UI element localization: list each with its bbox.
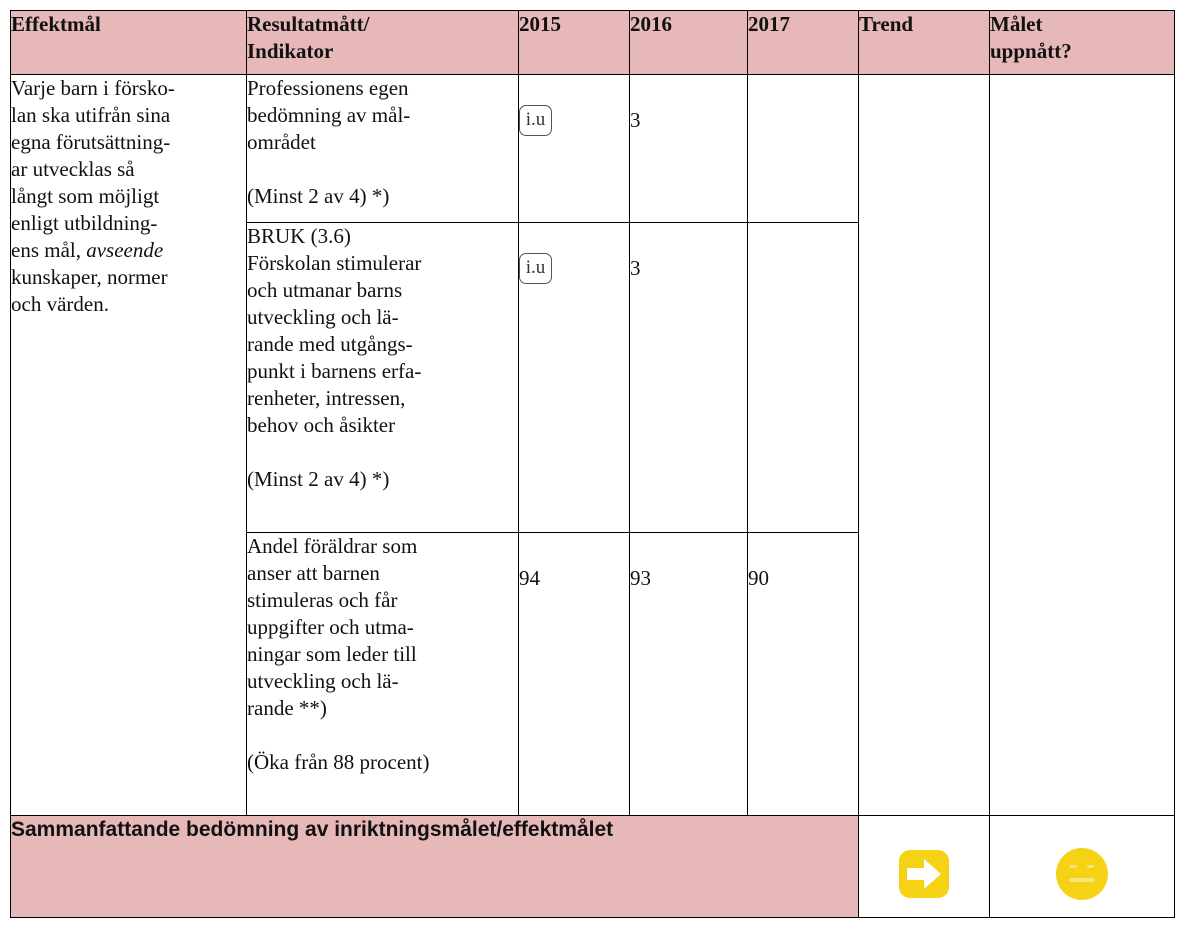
summary-label: Sammanfattande bedömning av inriktningsmålet/effektmålet xyxy=(11,816,859,918)
indicator-cell: Professionens egen bedömning av mål- området (Minst 2 av 4) *) xyxy=(247,75,519,223)
summary-trend-cell xyxy=(859,816,990,918)
not-available-badge: i.u xyxy=(519,253,552,284)
summary-achieved-cell xyxy=(990,816,1175,918)
table-row xyxy=(11,75,1175,223)
value-2017-cell xyxy=(748,533,859,816)
header-uppnatt: Målet uppnått? xyxy=(990,11,1175,75)
value-2015-cell xyxy=(519,75,630,223)
value-2016-cell xyxy=(630,75,748,223)
right-arrow-icon xyxy=(897,848,951,900)
effect-goal-emphasis: avseende xyxy=(86,238,164,262)
neutral-face-icon xyxy=(1053,845,1111,903)
value-2017-cell xyxy=(748,223,859,533)
uppnatt-empty-cell xyxy=(990,75,1175,816)
value-2017: 90 xyxy=(748,566,769,590)
header-indikator: Resultatmått/ Indikator xyxy=(247,11,519,75)
header-effektmal: Effektmål xyxy=(11,11,247,75)
trend-empty-cell xyxy=(859,75,990,816)
indicator-cell: BRUK (3.6) Förskolan stimulerar och utmanar barns utveckling och lä- rande med utgångs- punkt i barnens erfa- renheter, intressen, behov och åsikter (Minst 2 av 4) *) xyxy=(247,223,519,533)
value-2016: 3 xyxy=(630,256,641,280)
not-available-badge: i.u xyxy=(519,105,552,136)
goal-table xyxy=(10,10,1175,918)
value-2015-cell xyxy=(519,223,630,533)
effect-goal-cell xyxy=(11,75,247,816)
effect-goal-text-1: Varje barn i försko- lan ska utifrån sina egna förutsättning- ar utvecklas så långt som möjligt enligt utbildning- ens mål, xyxy=(11,76,175,262)
header-2016: 2016 xyxy=(630,11,748,75)
value-2016: 3 xyxy=(630,108,641,132)
value-2016-cell xyxy=(630,223,748,533)
indicator-cell: Andel föräldrar som anser att barnen stimuleras och får uppgifter och utma- ningar som leder till utveckling och lä- rande **) (Öka från 88 procent) xyxy=(247,533,519,816)
header-2015: 2015 xyxy=(519,11,630,75)
value-2017-cell xyxy=(748,75,859,223)
effect-goal-text-2: kunskaper, normer och värden. xyxy=(11,265,168,316)
value-2016: 93 xyxy=(630,566,651,590)
value-2015-cell xyxy=(519,533,630,816)
header-2017: 2017 xyxy=(748,11,859,75)
value-2015: 94 xyxy=(519,566,540,590)
header-trend: Trend xyxy=(859,11,990,75)
value-2016-cell xyxy=(630,533,748,816)
